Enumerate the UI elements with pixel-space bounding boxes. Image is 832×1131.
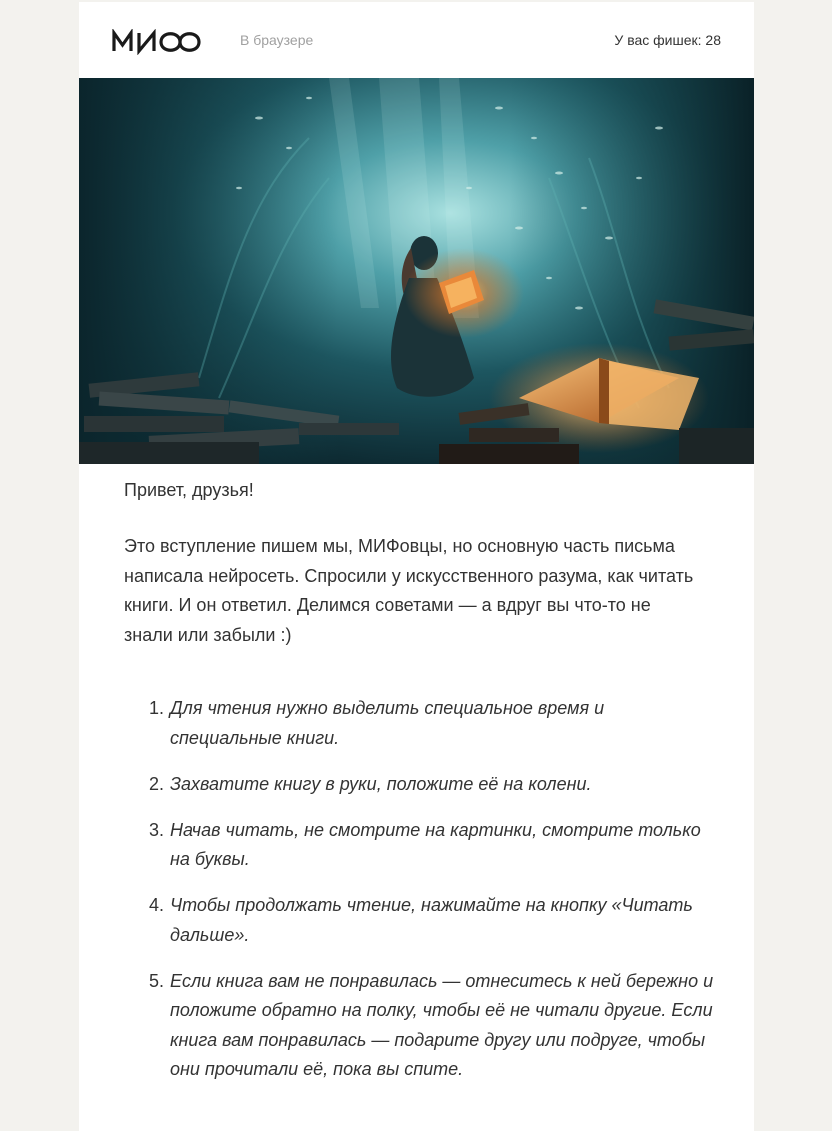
- tip-item: 2. Захватите книгу в руки, положите её на колени.: [169, 770, 714, 800]
- greeting: Привет, друзья!: [124, 480, 254, 500]
- chips-balance: У вас фишек: 28: [614, 32, 721, 48]
- mif-logo[interactable]: [112, 29, 212, 55]
- tip-item: 1. Для чтения нужно выделить специальное время и специальные книги.: [169, 694, 714, 753]
- tip-item: 4. Чтобы продолжать чтение, нажимайте на кнопку «Читать дальше».: [169, 891, 714, 950]
- email-content: [124, 478, 714, 1101]
- tip-item: 3. Начав читать, не смотрите на картинки, смотрите только на буквы.: [169, 816, 714, 875]
- hero-image: [79, 78, 754, 464]
- intro-paragraph: Это вступление пишем мы, МИФовцы, но основную часть письма написала нейросеть. Спросили у искусственного разума, как читать книги. И он ответил. Делимся советами — а вдруг вы что-то не знали или забыли :): [124, 536, 694, 645]
- tip-item: 5. Если книга вам не понравилась — отнеситесь к ней бережно и положите обратно на полку, чтобы её не читали другие. Если книга вам понравилась — подарите другу или подруге, чтобы они прочитали её, пока вы спите.: [169, 967, 714, 1085]
- open-in-browser-link[interactable]: В браузере: [240, 32, 314, 48]
- email-header: [79, 2, 754, 78]
- tips-list: [124, 694, 714, 1085]
- email-body: [79, 2, 754, 1131]
